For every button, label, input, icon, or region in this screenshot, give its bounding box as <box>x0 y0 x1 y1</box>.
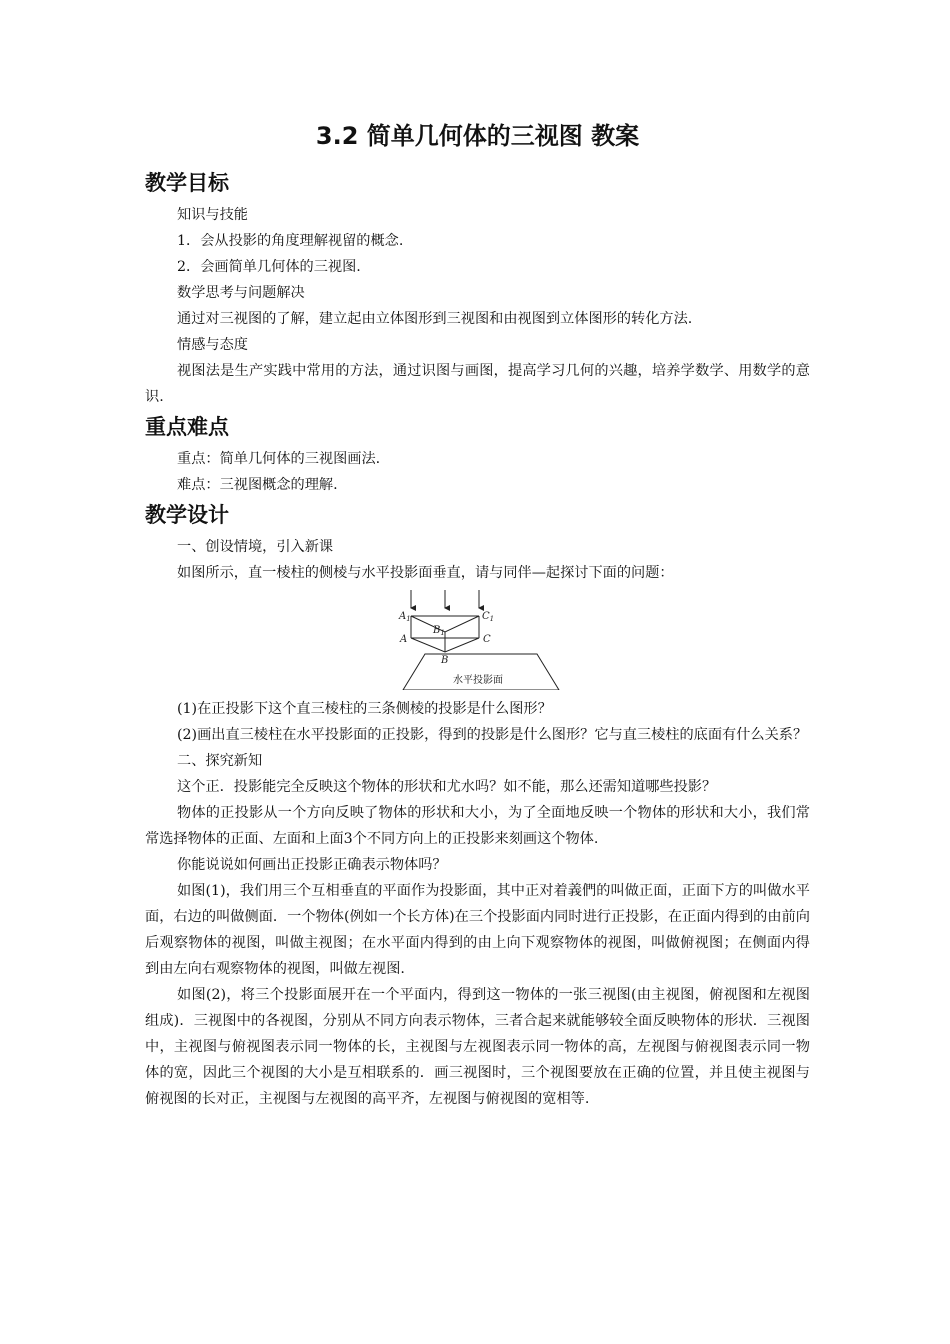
vertex-label-c: C <box>482 634 491 645</box>
question-2: (2)画出直三棱柱在水平投影面的正投影，得到的投影是什么图形？它与直三棱柱的底面有什么关系？ <box>177 727 808 743</box>
prism-projection-diagram <box>383 590 573 690</box>
objective-item-2: 2．会画简单几何体的三视图. <box>177 259 361 275</box>
vertex-label-a: A <box>399 634 407 645</box>
design-step-2-heading: 二、探究新知 <box>177 753 263 769</box>
vertex-label-a1: $A_1$ <box>398 611 411 623</box>
section-heading-design: 教学设计 <box>145 503 229 527</box>
objective-label-thinking: 数学思考与问题解决 <box>177 285 305 301</box>
projection-plane-caption: 水平投影面 <box>452 675 503 686</box>
document-page <box>145 118 810 1112</box>
page-title: 3.2 简单几何体的三视图 教案 <box>315 122 640 150</box>
section-heading-key-points: 重点难点 <box>145 415 229 439</box>
objective-item-thinking: 通过对三视图的了解，建立起由立体图形到三视图和由视图到立体图形的转化方法. <box>177 311 693 327</box>
explore-paragraph-5: 如图(2)，将三个投影面展开在一个平面内，得到这一物体的一张三视图(由主视图，俯视图和左视图组成)．三视图中的各视图，分别从不同方向表示物体，三者合起来就能够较全面反映物体的形状．三视图中，主视图与俯视图表示同一物体的长，主视图与左视图表示同一物体的高，左视图与俯视图表示同一物体的宽，因此三个视图的大小是互相联系的．画三视图时，三个视图要放在正确的位置，并且使主视图与俯视图的长对正，主视图与左视图的高平齐，左视图与俯视图的宽相等. <box>145 987 810 1107</box>
key-point-focus: 重点：简单几何体的三视图画法. <box>177 451 381 467</box>
question-1: (1)在正投影下这个直三棱柱的三条侧棱的投影是什么图形？ <box>177 701 552 717</box>
key-point-difficulty: 难点：三视图概念的理解. <box>177 477 338 493</box>
objective-item-1: 1．会从投影的角度理解视留的概念. <box>177 233 404 249</box>
vertex-label-c1: $C_1$ <box>481 611 494 623</box>
section-heading-objectives: 教学目标 <box>145 171 229 195</box>
explore-paragraph-3: 你能说说如何画出正投影正确表示物体吗？ <box>177 857 447 873</box>
explore-paragraph-4: 如图(1)，我们用三个互相垂直的平面作为投影面，其中正对着義們的叫做正面，正面下方的叫做水平面，右边的叫做侧面．一个物体(例如一个长方体)在三个投影面内同时进行正投影，在正面内得到的由前向后观察物体的视图，叫做主视图；在水平面内得到的由上向下观察物体的视图，叫做俯视图；在侧面内得到由左向右观察物体的视图，叫做左视图. <box>145 883 810 977</box>
objective-label-knowledge: 知识与技能 <box>177 207 248 223</box>
prism-projection-figure <box>145 590 810 690</box>
design-step-1-heading: 一、创设情境，引入新课 <box>177 539 334 555</box>
vertex-label-b1: $B_1$ <box>432 625 445 637</box>
objective-item-attitude: 视图法是生产实践中常用的方法，通过识图与画图，提高学习几何的兴趣，培养学数学、用数学的意识. <box>145 363 810 405</box>
vertex-label-b: B <box>440 655 448 666</box>
objective-label-attitude: 情感与态度 <box>177 337 248 353</box>
explore-paragraph-2: 物体的正投影从一个方向反映了物体的形状和大小，为了全面地反映一个物体的形状和大小，我们常常选择物体的正面、左面和上面3个不同方向上的正投影来刻画这个物体. <box>145 805 810 847</box>
prism-top-face <box>411 616 479 632</box>
design-intro-text: 如图所示，直一棱柱的侧棱与水平投影面垂直，请与同伴—起探讨下面的问题： <box>177 565 674 581</box>
explore-paragraph-1: 这个正．投影能完全反映这个物体的形状和尤水吗？如不能，那么还需知道哪些投影？ <box>177 779 717 795</box>
